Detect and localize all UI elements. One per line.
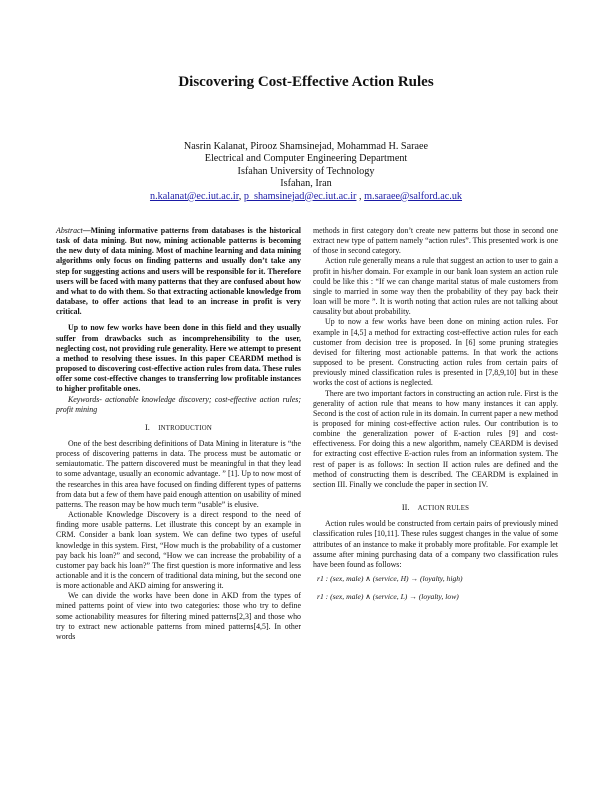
intro-paragraph-2: Actionable Knowledge Discovery is a direct respond to the need of finding more usable patterns. Let illustrate this concept by an example in CRM. Consider a bank loan system. We can define two types of useful knowledge in this system. First, “How much is the probability of a customer pay back his loan?” and second, “How we can increase the probability of a customer pay back his loan?” The first question is more informative and less actionable and it is the concern of traditional data mining, but the second one is more actionable and AKD aiming for answering it.: [56, 510, 301, 591]
abstract-paragraph-2: Up to now few works have been done in this field and they usually suffer from drawbacks such as incomprehensibility to the user, neglecting cost, not providing rule generality. Here we attempt to present a method to resolving these issues. In this paper CEARDM method is proposed to discovering cost-effective action rules from data. These rules offer some cost-effective changes to transferring low profitable instances to higher profitable ones.: [56, 323, 302, 394]
keywords: Keywords- actionable knowledge discovery; cost-effective action rules; profit mining: [56, 394, 301, 414]
section-heading-introduction: [56, 423, 301, 434]
section-heading-action-rules: [313, 503, 558, 514]
email-link-2[interactable]: p_shamsinejad@ec.iut.ac.ir: [243, 190, 357, 202]
left-column: [56, 226, 301, 642]
abstract-text: —Mining informative patterns from databases is the historical task of data mining. But now, mining actionable patterns is becoming the new duty of data mining. Most of machine learning and data mining algorithms only focus on finding patterns and usually don’t take any step for suggesting actions and users will be responsible for it. Therefore users will be faced with many patterns that they are confused about how and what to do with them. So that extracting actionable knowledge from database, to offer actions that lead to an increase in profit is very critical.: [56, 226, 301, 317]
author-names: Nasrin Kalanat, Pirooz Shamsinejad, Mohammad H. Saraee: [183, 141, 429, 152]
abstract-paragraph: [56, 226, 301, 317]
section-title: INTRODUCTION: [158, 424, 212, 432]
abstract-label: Abstract: [56, 226, 83, 235]
email-link-3[interactable]: m.saraee@salford.ac.uk: [364, 190, 463, 202]
author-university: Isfahan University of Technology: [237, 165, 375, 177]
email-link-1[interactable]: n.kalanat@ec.iut.ac.ir: [149, 190, 239, 202]
equation-r2: r1 : (sex, male) ∧ (service, L) → (loyalty, low): [317, 592, 459, 602]
author-emails: [0, 191, 612, 203]
intro-paragraph-5: Up to now a few works have been done on mining action rules. For example in [4,5] a method for extracting cost-effective action rules for each customer from decision tree is proposed. In [6] some pruning strategies devised for filtering most actionable patterns. In that work the actions supposed to be present. Constructing action rules from certain pairs of previously mined classification rules is presented in [7,8,9,10] but in these works the cost of actions is neglected.: [313, 317, 558, 388]
email-separator-2: ,: [356, 190, 365, 202]
section-title: ACTION RULES: [417, 505, 470, 513]
author-location: Isfahan, Iran: [280, 178, 332, 190]
author-department: Electrical and Computer Engineering Department: [204, 153, 408, 165]
right-column: [313, 226, 558, 602]
section-number: I.: [145, 422, 150, 432]
author-block: [0, 141, 612, 203]
section-number: II.: [401, 503, 410, 513]
intro-continued-paragraph: methods in first category don’t create new patterns but those in second one extract new type of pattern namely “action rules”. This presented work is one of those in second category.: [313, 226, 558, 256]
equation-r1: r1 : (sex, male) ∧ (service, H) → (loyalty, high): [317, 574, 463, 583]
paper-title: Discovering Cost-Effective Action Rules: [178, 74, 434, 90]
email-separator-1: ,: [238, 190, 244, 202]
intro-paragraph-3: We can divide the works have been done in AKD from the types of mined patterns point of view into two categories: those who try to define some actionability measures for filtering mined patterns[2,3] and those who try to extract new actionable patterns from mined patterns[4,5]. In other words: [56, 591, 301, 641]
intro-paragraph-1: One of the best describing definitions of Data Mining in literature is “the process of discovering patterns in data. The process must be automatic or semiautomatic. The pattern discovered must be meaningful in that they lead to some advantage, usually an economic advantage. ” [1]. Up to now most of the researches in this area have focused on finding different types of patterns from data but a few of them have paid enough attention on usability of mined patterns. The reason may be how much term “usable” is elusive.: [56, 438, 301, 509]
action-rules-paragraph: Action rules would be constructed from certain pairs of previously mined classification rules [10,11]. These rules suggest changes in the value of some attributes of an instance to make it probably more profitable. For example let assume after mining purchasing data of a company two classification rules have been found as follows:: [313, 519, 558, 569]
intro-paragraph-6: There are two important factors in constructing an action rule. First is the generality of action rule that means to how many instances it can apply. Second is the cost of action rule in its domain. In current paper a new method is proposed for mining cost-effective action rules. Our contribution is to combine the generalization power of E-action rules [9] and cost-effectiveness. For doing this a new algorithm, namely CEARDM is devised for extracting cost effective E-action rules from an information system. The rest of paper is as follows: In section II action rules are defined and the method of constructing them is described. The CEARDM is explained in section III. Finally we conclude the paper in section IV.: [313, 388, 558, 489]
intro-paragraph-4: Action rule generally means a rule that suggest an action to user to gain a profit in his/her domain. For example in our bank loan system an action rule could be like this : “If we can change marital status of male customers from single to married in some way then the probability of they pay back their loan will be more ”. It is worth noting that action rules are not talking about causality but about probability.: [313, 256, 558, 317]
